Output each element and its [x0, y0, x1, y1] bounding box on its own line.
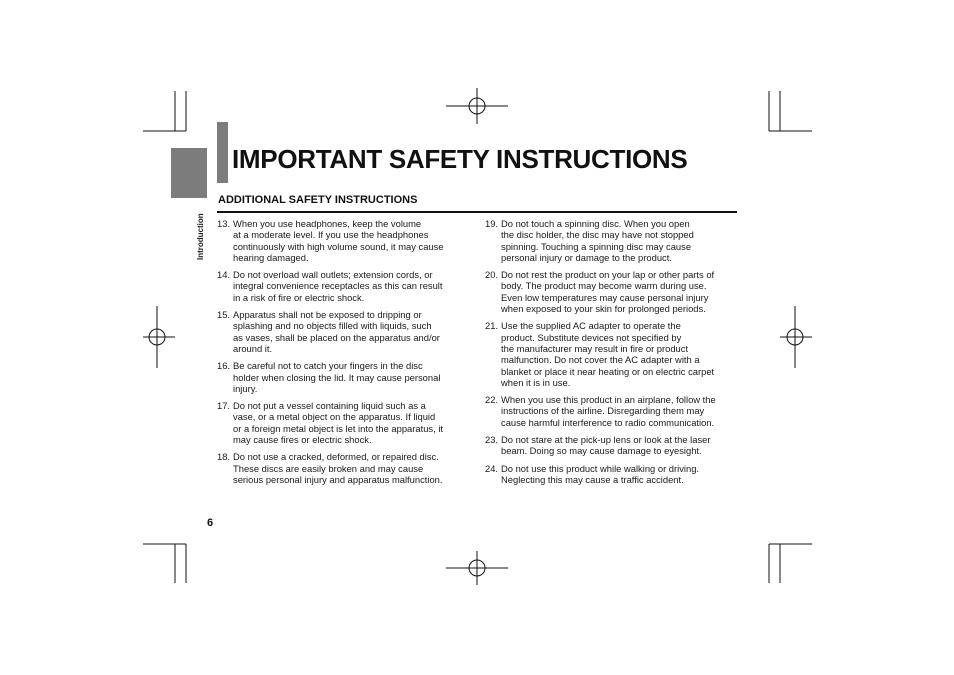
item-text-line: personal injury or damage to the product. — [501, 251, 672, 263]
item-text-line: Use the supplied AC adapter to operate the — [501, 320, 681, 332]
item-number: 20. — [485, 269, 499, 281]
item-text — [233, 269, 469, 303]
item-text-line: These discs are easily broken and may cause — [233, 462, 424, 474]
item-text-line: product. Substitute devices not specified by — [501, 331, 682, 343]
item-text-line: splashing and no objects filled with liquids, such — [233, 320, 432, 332]
item-text-line: Do not use a cracked, deformed, or repaired disc. — [233, 451, 439, 463]
instruction-item — [217, 400, 469, 445]
item-text-line: Be careful not to catch your fingers in the disc — [233, 360, 423, 372]
right-column — [485, 218, 737, 491]
item-text-line: blanket or place it near heating or on electric carpet — [501, 365, 715, 377]
item-number: 19. — [485, 218, 499, 229]
section-label — [196, 213, 206, 260]
item-text — [233, 451, 469, 485]
item-text-line: injury. — [233, 382, 258, 394]
left-column — [217, 218, 469, 491]
instruction-item — [217, 451, 469, 485]
item-text-line: as vases, shall be placed on the apparatus and/or — [233, 331, 440, 343]
item-text-line: around it. — [233, 342, 273, 354]
item-number: 13. — [217, 218, 231, 229]
item-number: 18. — [217, 451, 231, 463]
registration-mark-right — [780, 306, 812, 368]
item-text-line: serious personal injury and apparatus malfunction. — [233, 473, 443, 485]
item-text-line: holder when closing the lid. It may cause personal — [233, 371, 441, 383]
item-text-line: spinning. Touching a spinning disc may cause — [501, 240, 692, 252]
item-text-line: hearing damaged. — [233, 251, 309, 263]
item-text-line: may cause fires or electric shock. — [233, 434, 372, 446]
instruction-item — [217, 269, 469, 303]
item-text — [233, 218, 469, 263]
item-text-line: Do not put a vessel containing liquid such as a — [233, 400, 426, 412]
item-text-line: or a foreign metal object is let into the apparatus, it — [233, 422, 444, 434]
item-text-line: malfunction. Do not cover the AC adapter with a — [501, 354, 700, 366]
instruction-item — [485, 463, 737, 486]
item-text-line: When you use headphones, keep the volume — [233, 218, 422, 229]
item-text-line: integral convenience receptacles as this can result — [233, 280, 443, 292]
item-text — [501, 269, 737, 314]
item-number: 14. — [217, 269, 231, 281]
item-text — [233, 360, 469, 394]
item-text-line: Do not use this product while walking or driving. — [501, 462, 700, 474]
item-text — [501, 320, 737, 388]
item-text — [501, 394, 737, 428]
instruction-item — [485, 434, 737, 457]
item-text-line: body. The product may become warm during use. — [501, 280, 707, 292]
item-text-line: instructions of the airline. Disregarding them may — [501, 405, 705, 417]
item-text — [501, 434, 737, 457]
item-text — [233, 400, 469, 445]
instruction-item — [217, 218, 469, 263]
item-text — [501, 463, 737, 486]
item-text-line: beam. Doing so may cause damage to eyesight. — [501, 445, 702, 457]
item-text-line: at a moderate level. If you use the headphones — [233, 229, 429, 241]
item-text-line: the manufacturer may result in fire or product — [501, 342, 689, 354]
item-text-line: Do not rest the product on your lap or other parts of — [501, 269, 715, 281]
registration-mark-bottom — [446, 551, 508, 585]
instruction-item — [485, 269, 737, 314]
item-text-line: Do not overload wall outlets; extension cords, or — [233, 269, 433, 281]
item-text-line: in a risk of fire or electric shock. — [233, 291, 365, 303]
section-label-text: Introduction — [196, 213, 205, 260]
heading-divider — [217, 211, 737, 213]
registration-mark-left — [143, 306, 175, 368]
item-number: 17. — [217, 400, 231, 412]
item-number: 24. — [485, 462, 499, 474]
instruction-item — [485, 320, 737, 388]
item-number: 22. — [485, 394, 499, 406]
item-text-line: Apparatus shall not be exposed to dripping or — [233, 309, 422, 321]
item-text-line: cause harmful interference to radio communication. — [501, 416, 715, 428]
title-accent-bar — [217, 122, 228, 183]
item-number: 15. — [217, 309, 231, 321]
item-text-line: Neglecting this may cause a traffic accident. — [501, 473, 684, 485]
registration-mark-top — [446, 88, 508, 124]
section-tab-marker — [171, 148, 207, 198]
item-text-line: vase, or a metal object on the apparatus. If liquid — [233, 411, 436, 423]
item-text-line: the disc holder, the disc may have not stopped — [501, 229, 694, 241]
section-heading: ADDITIONAL SAFETY INSTRUCTIONS — [218, 194, 418, 206]
item-number: 16. — [217, 360, 231, 372]
item-text-line: continuously with high volume sound, it may cause — [233, 240, 444, 252]
item-text-line: When you use this product in an airplane, follow the — [501, 394, 716, 406]
instruction-item — [485, 394, 737, 428]
item-text — [233, 309, 469, 354]
instruction-item — [217, 360, 469, 394]
instruction-item — [217, 309, 469, 354]
item-text — [501, 218, 737, 263]
item-text-line: when it is in use. — [501, 376, 571, 388]
item-number: 21. — [485, 320, 499, 332]
page-number: 6 — [207, 517, 214, 529]
item-text-line: when exposed to your skin for prolonged periods. — [501, 303, 706, 315]
item-text-line: Do not stare at the pick-up lens or look at the laser — [501, 434, 711, 446]
page-title: IMPORTANT SAFETY INSTRUCTIONS — [232, 144, 688, 174]
item-number: 23. — [485, 434, 499, 446]
item-text-line: Do not touch a spinning disc. When you open — [501, 218, 690, 229]
instruction-item — [485, 218, 737, 263]
item-text-line: Even low temperatures may cause personal injury — [501, 291, 709, 303]
